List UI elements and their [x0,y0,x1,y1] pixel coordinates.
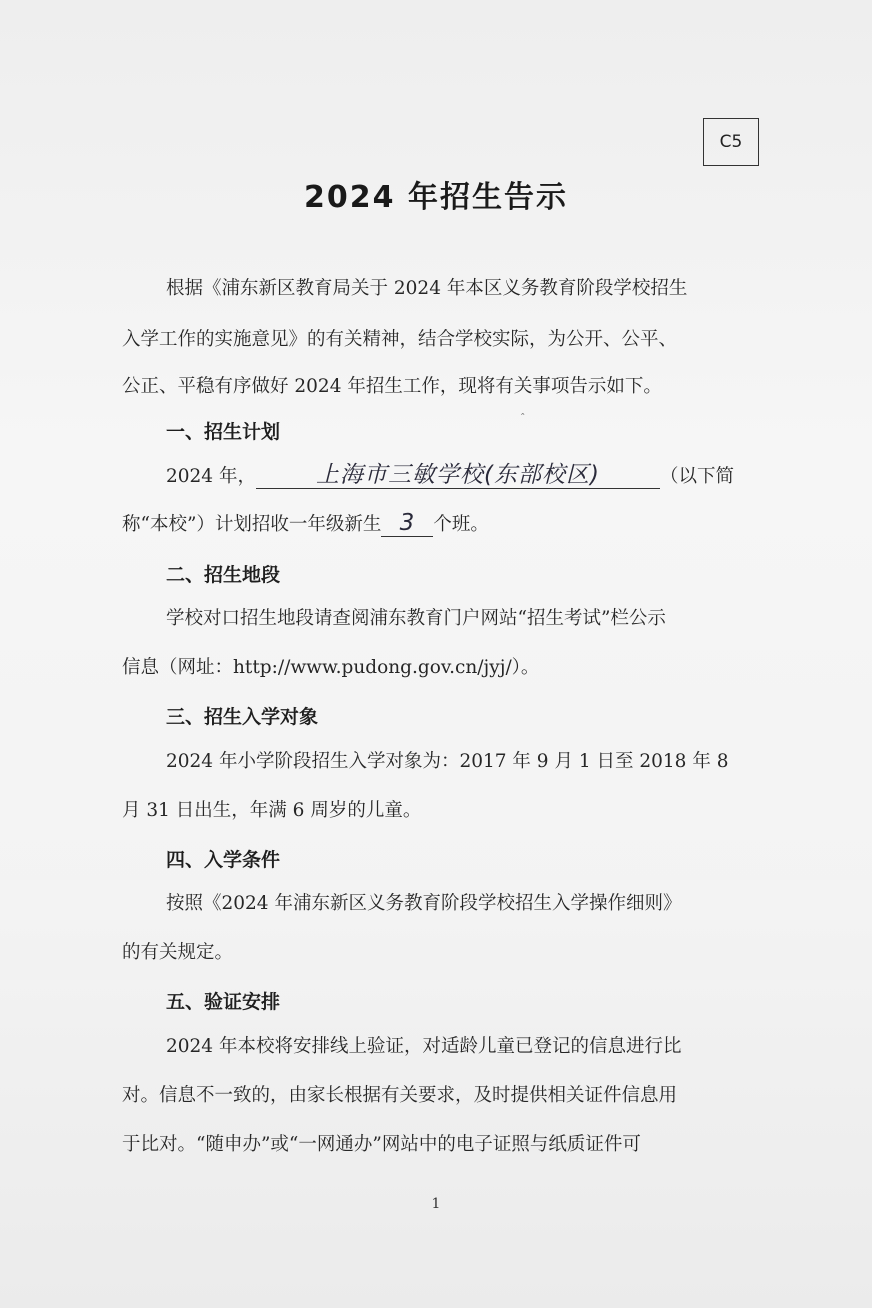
intro-line-1: 根据《浦东新区教育局关于 2024 年本区义务教育阶段学校招生 [166,278,688,299]
school-name-handwritten: 上海市三敏学校(东部校区) [315,462,600,488]
section-heading-4: 四、入学条件 [166,849,281,871]
plan-line-1 [166,462,734,489]
page-number: 1 [431,1196,441,1212]
district-line-2: 信息（网址：http://www.pudong.gov.cn/jyj/）。 [122,657,540,678]
intro-line-2: 入学工作的实施意见》的有关精神，结合学校实际，为公开、公平、 [122,329,678,350]
plan-line1-suffix: （以下简 [659,466,734,487]
condition-line-2: 的有关规定。 [122,942,234,963]
section-heading-3: 三、招生入学对象 [166,706,319,728]
plan-line2-prefix: 称“本校”）计划招收一年级新生 [122,514,382,535]
plan-year-prefix: 2024 年， [166,466,256,487]
plan-line2-suffix: 个班。 [433,514,489,535]
class-count-handwritten: 3 [399,510,416,536]
verify-line-3: 于比对。“随申办”或“一网通办”网站中的电子证照与纸质证件可 [122,1134,641,1155]
target-line-1: 2024 年小学阶段招生入学对象为：2017 年 9 月 1 日至 2018 年 8 [166,751,729,772]
condition-line-1: 按照《2024 年浦东新区义务教育阶段学校招生入学操作细则》 [166,893,682,914]
class-count-blank [381,511,433,537]
plan-line-2 [122,510,489,537]
district-line-1: 学校对口招生地段请查阅浦东教育门户网站“招生考试”栏公示 [166,608,666,629]
page-title: 2024 年招生告示 [304,180,568,215]
target-line-2: 月 31 日出生，年满 6 周岁的儿童。 [122,800,422,821]
verify-line-1: 2024 年本校将安排线上验证，对适龄儿童已登记的信息进行比 [166,1036,682,1057]
school-name-blank [256,463,660,489]
document-code-box: C5 [703,118,759,166]
section-heading-2: 二、招生地段 [166,564,281,586]
intro-line-3: 公正、平稳有序做好 2024 年招生工作，现将有关事项告示如下。 [122,376,662,397]
section-heading-5: 五、验证安排 [166,991,281,1013]
section-heading-1: 一、招生计划 [166,421,281,443]
verify-line-2: 对。信息不一致的，由家长根据有关要求，及时提供相关证件信息用 [122,1085,678,1106]
ink-smudge: ˆ [520,412,526,425]
